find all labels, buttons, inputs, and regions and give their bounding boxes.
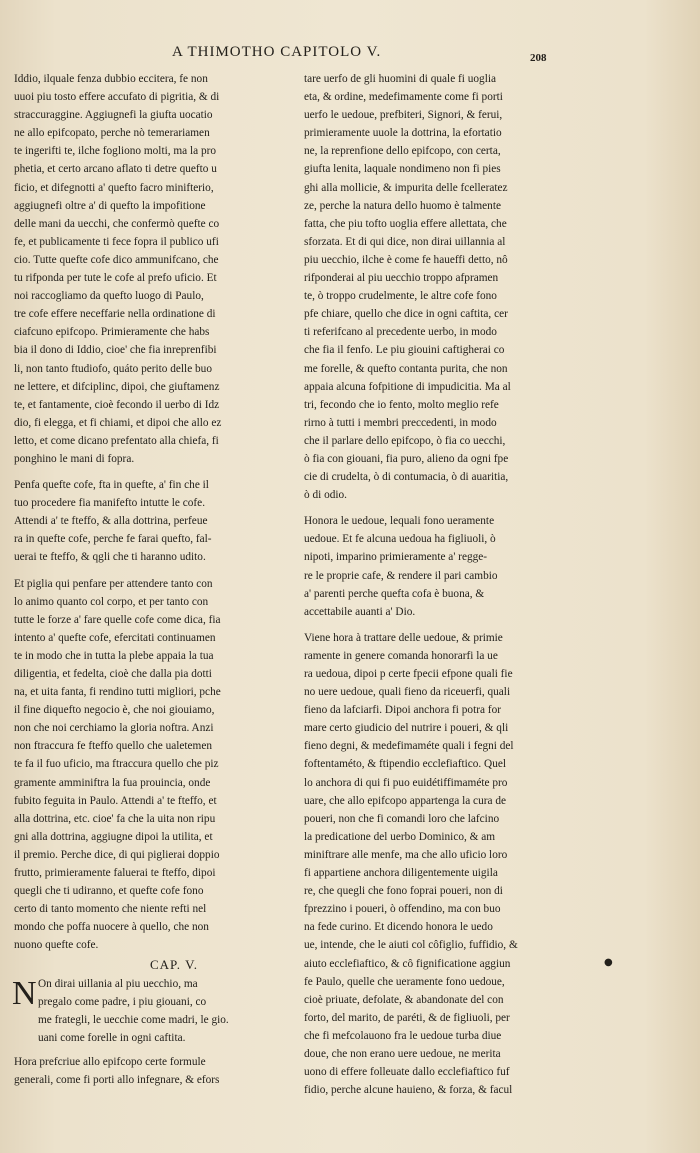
text-line: piu uecchio, ilche è come fe haueffi detto, nô [304,253,508,266]
text-line: pregalo come padre, i piu giouani, co [38,995,207,1008]
text-line: fatta, che piu tofto uoglia effere allettata, che [304,217,507,230]
text-line: tre cofe effere neceffarie nella ordinatione di [14,308,216,321]
right-column [304,70,589,1099]
text-line: On dirai uillania al piu uecchio, ma [38,977,198,990]
text-line: tri, fecondo che io fento, molto meglio refe [304,398,499,411]
left-final-lines [14,1053,294,1089]
text-line: Et piglia qui penfare per attendere tanto con [14,577,213,590]
text-line: che il parlare dello epifcopo, ò fia co uecchi, [304,434,506,447]
text-line: li, non tanto ftudiofo, quáto perito delle buo [14,362,212,375]
text-line: mondo che poffa nuocere à quello, che non [14,921,209,934]
text-line: non che noi cerchiamo la gloria noftra. Anzi [14,722,214,735]
text-line: la predicatione del uerbo Dominico, & am [304,830,496,843]
text-line: diligentia, et fedelta, cioè che dalla pia dotti [14,668,212,680]
text-line: fi appartiene anchora diligentemente uigila [304,867,498,880]
text-line: ramente in genere comanda honorarfi la ue [304,649,498,662]
text-line: cie di crudelta, ò di contumacia, ò di auaritia, [304,471,509,484]
text-line: forto, del marito, de paréti, & de figliuoli, per [304,1011,510,1024]
text-line: re le proprie cafe, & rendere il pari cambio [304,569,498,582]
text-line: aggiugnefi oltre a' di quefto la impofitione [14,199,206,212]
text-line: tare uerfo de gli huomini di quale fi uoglia [304,73,496,85]
text-line: che fi mefcolauono fra le uedoue turba diue [304,1029,502,1042]
text-line: fubito feguita in Paulo. Attendi a' te fteffo, et [14,794,217,807]
text-line: uare, che allo epifcopo appartenga la cura de [304,794,506,807]
text-line: te, ò troppo crudelmente, le altre cofe fono [304,290,497,303]
text-line: tuo procedere fia manifefto intutte le cofe. [14,497,206,510]
text-line: rirno à tutti i membri preccedenti, in modo [304,416,497,429]
text-line: intento a' quefte cofe, efercitati continuamen [14,631,216,644]
text-line: lo anchora di qui fi puo euidétiffimaméte pro [304,776,508,789]
text-line: ne lettere, et difciplinc, dipoi, che giuftamenz [14,380,220,393]
text-line: alla dottrina, etc. cioe' fa che la uita non ripu [14,812,216,825]
text-line: uono di effere folleuate dallo ecclefiaftico fuf [304,1066,510,1079]
text-line: Iddio, ilquale fenza dubbio eccitera, fe non [14,73,208,85]
text-line: te in modo che in tutta la plebe appaia la tua [14,649,214,662]
text-line: mare certo giudicio del nutrire i poueri, & qli [304,722,509,735]
text-line: phetia, et certo arcano aflato ti detre quefto u [14,163,217,176]
text-line: ghi alla mollicie, & impurita delle fcelleratez [304,181,508,194]
text-line: uani come forelle in ogni caftita. [38,1031,186,1044]
text-line: fe Paulo, quelle che ueramente fono uedoue, [304,975,505,988]
text-line: ne, la reprenfione dello epifcopo, con certa, [304,145,501,158]
text-line: ue, intende, che le aiuti col côfiglio, fuffidio, & [304,939,518,952]
text-line: lo animo quanto col corpo, et per tanto con [14,595,209,608]
text-line: nipoti, imparino primieramente a' regge- [304,551,488,564]
text-line: re, che quegli che fono foprai poueri, non di [304,885,503,898]
text-line: na fede curino. Et dicendo honora le uedo [304,921,493,934]
page-number: 208 [530,52,547,64]
text-line: sforzata. Et di qui dice, non dirai uillannia al [304,235,506,248]
right-paragraph-3 [304,629,589,1099]
drop-cap: N [12,974,37,1012]
text-line: tu rifponda per tute le cofe al prefo uficio. Et [14,272,217,285]
text-line: ò fia con giouani, fia puro, alieno da ogni fpe [304,452,509,465]
text-line: tutte le forze a' fare quelle cofe come dica, fia [14,613,221,626]
text-line: fe, et publicamente ti fece fopra il publico ufi [14,235,219,248]
text-line: fidio, perche alcune hauieno, & forza, & facul [304,1084,513,1097]
text-line: miniftrare alle menfe, ma che allo uficio loro [304,848,508,861]
margin-mark: ● [604,957,613,968]
text-line: uuoi piu tosto effere accufato di pigritia, & di [14,91,220,104]
text-line: straccuraggine. Aggiugnefi la giufta uocatio [14,109,213,122]
text-line: me forelle, & quefto contanta purita, che non [304,362,508,375]
text-line: il premio. Perche dice, di qui piglierai doppio [14,848,220,861]
text-line: eta, & ordine, medefimamente come fi porti [304,91,503,104]
verse-block [14,975,294,1047]
text-line: ficio, et difegnotti a' quefto facro minifterio, [14,181,214,194]
right-paragraph-2 [304,512,589,621]
left-paragraph-1 [14,70,294,468]
text-line: frutto, primieramente faluerai te fteffo, dipoi [14,867,216,880]
text-line: Penfa quefte cofe, fta in quefte, a' fin che il [14,479,209,492]
right-paragraph-1 [304,70,589,504]
text-line: certo di tanto momento che niente refti nel [14,903,207,916]
text-line: na, et uita fanta, fi rendino tutti migliori, pche [14,686,221,699]
text-line: uerfo le uedoue, prefbiteri, Signori, & ferui, [304,109,503,122]
text-line: aiuto ecclefiaftico, & cô fignificatione aggiun [304,957,511,970]
text-line: non ftraccura fe fteffo quello che ualetemen [14,740,213,753]
text-line: letto, et come dicano prefentato alla chiefa, fi [14,434,219,447]
text-line: gni alla dottrina, aggiugne dipoi la utilita, et [14,830,213,843]
left-paragraph-3 [14,575,294,955]
text-line: cio. Tutte quefte cofe dico ammunifcano, che [14,253,219,266]
text-line: te ingerifti te, ilche fogliono molti, ma la pro [14,145,217,158]
left-paragraph-2 [14,476,294,566]
text-line: poueri, non che fi comandi loro che lafcino [304,812,500,825]
chapter-heading: CAP. V. [149,956,199,972]
text-line: delle mani da uecchi, che confermò quefte co [14,217,220,230]
left-column [14,70,294,1089]
text-line: bia il dono di Iddio, cioe' che fia inreprenfibi [14,344,217,357]
text-line: ti referifcano al precedente uerbo, in modo [304,326,497,339]
text-line: ra uedoua, dipoi p certe fpecii efpone quali fie [304,668,513,680]
verse-lines [14,975,294,1047]
text-line: rifponderai al piu uecchio troppo afpramen [304,272,499,285]
text-line: ò di odio. [304,489,347,502]
text-line: ne allo epifcopato, perche nò temerariamen [14,127,210,140]
text-line: fprezzino i poueri, ò offendino, ma con buo [304,903,501,916]
text-line: ze, perche la natura dello huomo è talmente [304,199,501,212]
text-line: Attendi a' te fteffo, & alla dottrina, perfeue [14,515,208,528]
text-line: cioè priuate, defolate, & abandonate del con [304,993,504,1006]
text-line: nuono quefte cofe. [14,939,99,952]
text-line: ra in quefte cofe, perche fe farai quefto, fal- [14,533,212,546]
text-line: a' parenti perche quefta cofa è buona, & [304,587,485,600]
text-line: doue, che non erano uere uedoue, ne merita [304,1047,501,1060]
text-line: foftentaméto, & ftipendio ecclefiaftico. Quel [304,758,507,771]
text-line: uedoue. Et fe alcuna uedoua ha figliuoli, ò [304,533,496,546]
text-line: fieno da lafciarfi. Dipoi anchora fi potra for [304,704,501,717]
text-line: noi raccogliamo da quefto luogo di Paulo, [14,290,204,303]
text-line: ponghino le mani di fopra. [14,452,135,465]
text-line: ciafcuno epifcopo. Primieramente che habs [14,326,210,339]
text-line: pfe chiare, quello che dice in ogni caftita, cer [304,308,508,321]
text-line: appaia alcuna fofpitione di impudicitia. Ma al [304,380,511,393]
text-line: il fine diquefto negocio è, che noi giouiamo, [14,704,215,717]
text-line: giufta lenita, laquale nondimeno non fi pies [304,163,501,176]
text-line: gramente amminiftra la fua prouincia, onde [14,776,211,789]
text-line: te, et fantamente, cioè fecondo il uerbo di Idz [14,398,220,411]
text-line: fieno degni, & medefimaméte quali i fegni del [304,740,514,753]
text-line: me frategli, le uecchie come madri, le gio. [38,1013,229,1026]
text-line: dio, fi elegga, et fi chiami, et dipoi che allo ez [14,416,222,429]
text-line: uerai te fteffo, & qgli che ti haranno udito. [14,551,206,564]
text-line: no uere uedoue, quali fieno da riceuerfi, quali [304,686,511,699]
text-line: Hora prefcriue allo epifcopo certe formule [14,1055,206,1068]
text-line: te fa il fuo uficio, ma ftraccura quello che piz [14,758,219,771]
text-line: Honora le uedoue, lequali fono ueramente [304,515,495,528]
text-line: quegli che ti udiranno, et quefte cofe fono [14,885,204,898]
text-line: primieramente uuole la dottrina, la efortatio [304,127,502,140]
text-line: accettabile auanti a' Dio. [304,605,416,618]
text-line: che fia il fenfo. Le piu giouini caftigherai co [304,344,505,357]
running-title: A THIMOTHO CAPITOLO V. [172,44,382,60]
text-line: Viene hora à trattare delle uedoue, & primie [304,631,503,644]
text-line: generali, come fi porti allo infegnare, & efors [14,1073,220,1086]
